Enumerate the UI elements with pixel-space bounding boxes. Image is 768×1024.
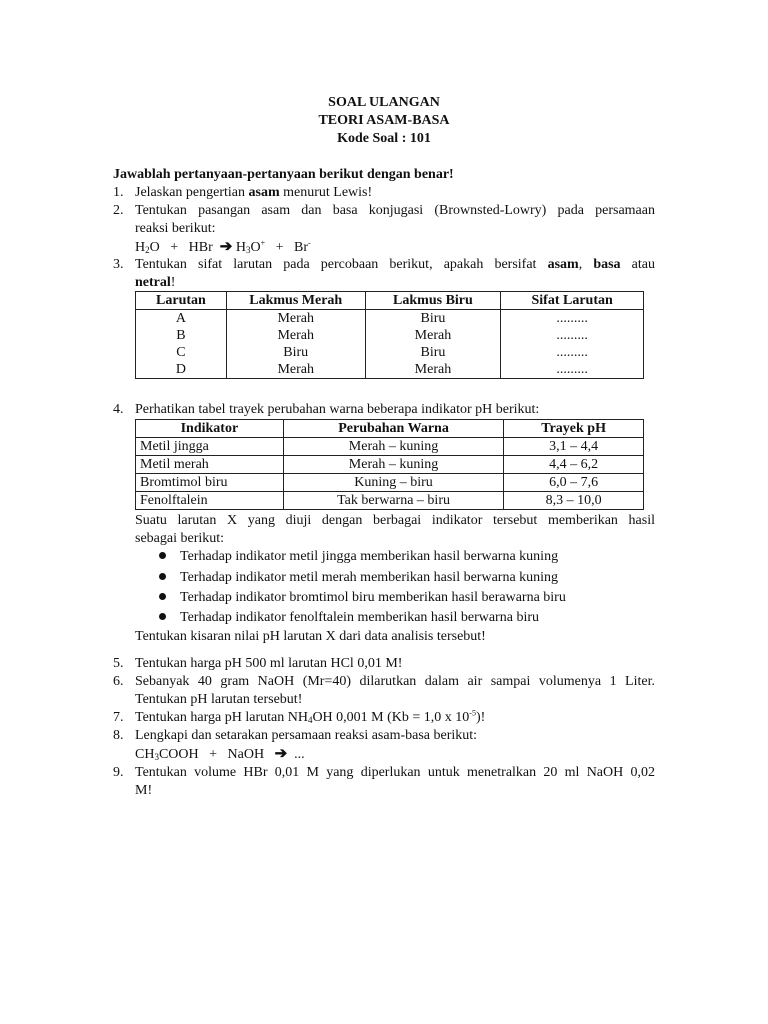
table-cell: Merah – kuning bbox=[283, 438, 504, 456]
table-row bbox=[136, 438, 644, 456]
table-cell: 4,4 – 6,2 bbox=[504, 456, 644, 474]
q2-equation: $H_2O$ + HBr ➔ $H_3O^+$ + Br- bbox=[135, 238, 311, 255]
table-header: Sifat Larutan bbox=[501, 292, 644, 310]
list-item: Terhadap indikator metil merah memberikan hasil berwarna kuning bbox=[159, 569, 558, 587]
table-cell: ......... bbox=[501, 361, 644, 379]
q2-number: 2. bbox=[113, 203, 124, 218]
q3-line1: Tentukan sifat larutan pada percobaan berikut, apakah bersifat asam, basa atau bbox=[135, 257, 655, 272]
q4-number: 4. bbox=[113, 402, 124, 417]
q6-line2: Tentukan pH larutan tersebut! bbox=[135, 692, 303, 707]
list-item: Terhadap indikator metil jingga memberikan hasil berwarna kuning bbox=[159, 548, 558, 566]
q7-number: 7. bbox=[113, 710, 124, 725]
table-row bbox=[136, 492, 644, 510]
arrow-icon: ➔ bbox=[274, 746, 288, 762]
table-row bbox=[136, 474, 644, 492]
q2-line1: Tentukan pasangan asam dan basa konjugasi (Brownsted-Lowry) pada persamaan bbox=[135, 203, 655, 218]
table-cell: 3,1 – 4,4 bbox=[504, 438, 644, 456]
table-row bbox=[136, 327, 644, 344]
q8-line1: Lengkapi dan setarakan persamaan reaksi asam-basa berikut: bbox=[135, 728, 478, 743]
q7-text: Tentukan harga pH larutan $NH_4OH$ 0,001 M (Kb = 1,0 x $10^{-5}$)! bbox=[135, 708, 486, 725]
table-row bbox=[136, 344, 644, 361]
table-cell: C bbox=[136, 344, 227, 361]
table-cell: Tak berwarna – biru bbox=[283, 492, 504, 510]
table-header: Trayek pH bbox=[504, 420, 644, 438]
table-cell: ......... bbox=[501, 310, 644, 328]
table-header: Lakmus Biru bbox=[365, 292, 501, 310]
q9-line1: Tentukan volume HBr 0,01 M yang diperlukan untuk menetralkan 20 ml NaOH 0,02 bbox=[135, 765, 655, 780]
instruction: Jawablah pertanyaan-pertanyaan berikut dengan benar! bbox=[113, 167, 454, 182]
table-cell: Merah bbox=[365, 361, 501, 379]
table-cell: Merah bbox=[226, 327, 365, 344]
table-cell: Biru bbox=[365, 310, 501, 328]
table-cell: D bbox=[136, 361, 227, 379]
litmus-table bbox=[135, 291, 644, 379]
list-item: Terhadap indikator fenolftalein memberikan hasil berwarna biru bbox=[159, 609, 539, 627]
q4-closing: Tentukan kisaran nilai pH larutan X dari data analisis tersebut! bbox=[135, 629, 486, 644]
indicator-table-header bbox=[136, 420, 644, 438]
table-cell: Merah – kuning bbox=[283, 456, 504, 474]
q4-intro: Perhatikan tabel trayek perubahan warna beberapa indikator pH berikut: bbox=[135, 402, 540, 417]
table-cell: Merah bbox=[226, 361, 365, 379]
q5-number: 5. bbox=[113, 656, 124, 671]
table-cell: B bbox=[136, 327, 227, 344]
q2-line2: reaksi berikut: bbox=[135, 221, 216, 236]
table-cell: Merah bbox=[226, 310, 365, 328]
table-cell: ......... bbox=[501, 344, 644, 361]
title-soal-ulangan: SOAL ULANGAN bbox=[328, 95, 440, 110]
table-cell: Fenolftalein bbox=[136, 492, 284, 510]
q1-number: 1. bbox=[113, 185, 124, 200]
table-cell: ......... bbox=[501, 327, 644, 344]
indicator-table bbox=[135, 419, 644, 510]
table-header: Indikator bbox=[136, 420, 284, 438]
table-cell: Metil jingga bbox=[136, 438, 284, 456]
table-cell: Metil merah bbox=[136, 456, 284, 474]
q8-number: 8. bbox=[113, 728, 124, 743]
q4-text1: Suatu larutan X yang diuji dengan berbagai indikator tersebut memberikan hasil bbox=[135, 513, 655, 528]
bullet-icon bbox=[159, 552, 166, 559]
table-cell: Biru bbox=[226, 344, 365, 361]
bullet-icon bbox=[159, 573, 166, 580]
litmus-table-header bbox=[136, 292, 644, 310]
bullet-icon bbox=[159, 613, 166, 620]
q5-text: Tentukan harga pH 500 ml larutan HCl 0,01 M! bbox=[135, 656, 403, 671]
table-cell: 8,3 – 10,0 bbox=[504, 492, 644, 510]
q3-number: 3. bbox=[113, 257, 124, 272]
table-cell: Merah bbox=[365, 327, 501, 344]
q4-text2: sebagai berikut: bbox=[135, 531, 225, 546]
q6-line1: Sebanyak 40 gram NaOH (Mr=40) dilarutkan dalam air sampai volumenya 1 Liter. bbox=[135, 674, 655, 689]
title-kode-soal: Kode Soal : 101 bbox=[337, 131, 431, 146]
title-topic: TEORI ASAM-BASA bbox=[318, 113, 450, 128]
table-header: Perubahan Warna bbox=[283, 420, 504, 438]
table-header: Lakmus Merah bbox=[226, 292, 365, 310]
table-row bbox=[136, 310, 644, 328]
table-header: Larutan bbox=[136, 292, 227, 310]
table-cell: A bbox=[136, 310, 227, 328]
q9-number: 9. bbox=[113, 765, 124, 780]
q3-line2: netral! bbox=[135, 275, 176, 290]
arrow-icon: ➔ bbox=[219, 239, 233, 255]
table-cell: Biru bbox=[365, 344, 501, 361]
table-row bbox=[136, 456, 644, 474]
q1-text: Jelaskan pengertian asam menurut Lewis! bbox=[135, 185, 373, 200]
q8-equation: $CH_3COOH$ + NaOH ➔ ... bbox=[135, 746, 305, 762]
bullet-icon bbox=[159, 593, 166, 600]
q6-number: 6. bbox=[113, 674, 124, 689]
table-cell: Bromtimol biru bbox=[136, 474, 284, 492]
table-row bbox=[136, 361, 644, 379]
table-cell: Kuning – biru bbox=[283, 474, 504, 492]
q9-line2: M! bbox=[135, 783, 153, 798]
table-cell: 6,0 – 7,6 bbox=[504, 474, 644, 492]
list-item: Terhadap indikator bromtimol biru memberikan hasil berawarna biru bbox=[159, 589, 566, 607]
